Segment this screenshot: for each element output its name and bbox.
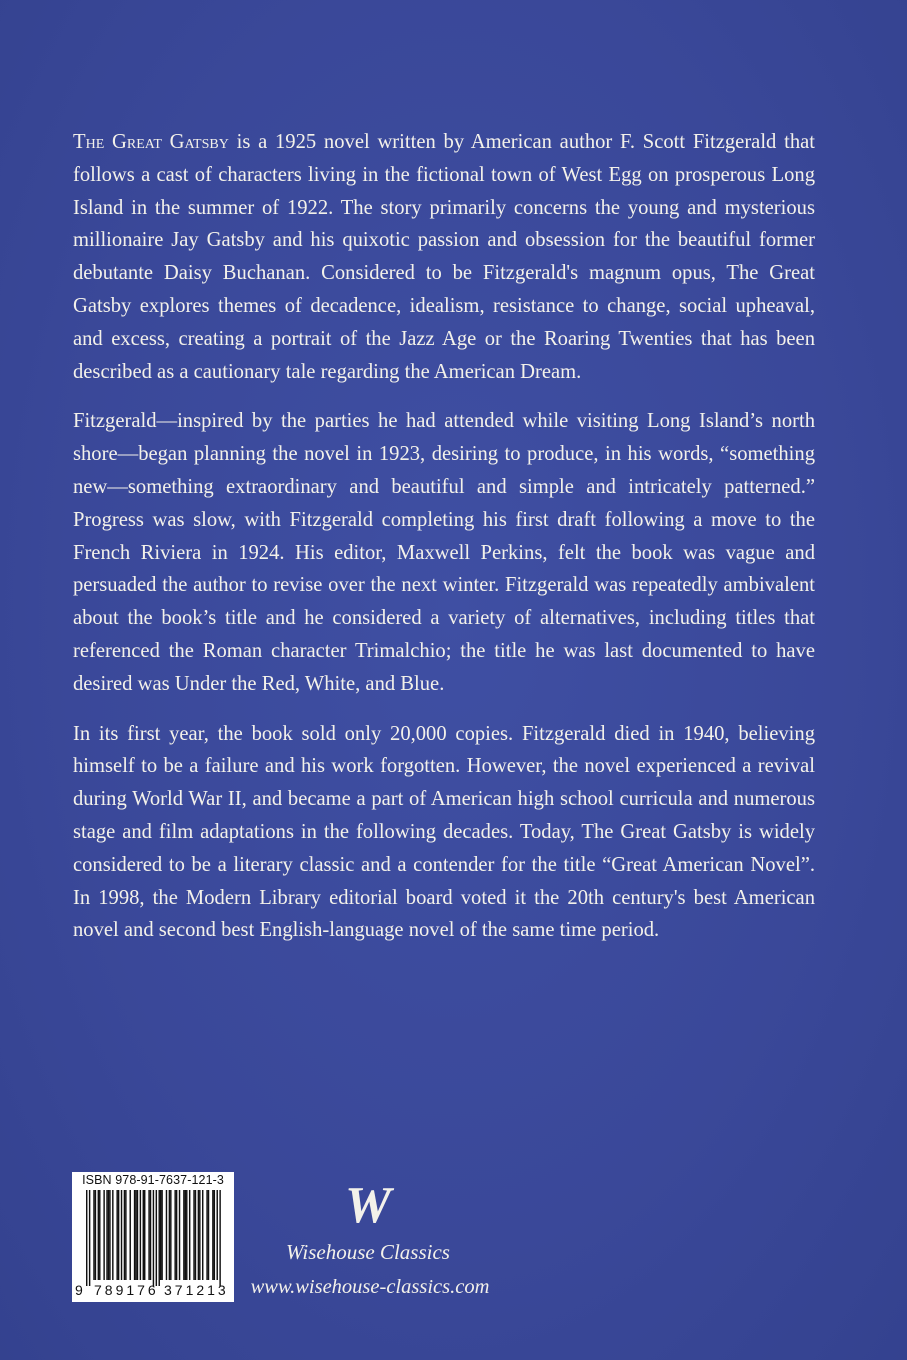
barcode-bar [112, 1190, 113, 1280]
barcode-bar [174, 1190, 175, 1280]
isbn-label: ISBN 978-91-7637-121-3 [82, 1173, 224, 1187]
barcode-bar [116, 1190, 117, 1280]
publisher-website: www.wisehouse-classics.com [250, 1276, 490, 1298]
barcode-bar [98, 1190, 99, 1280]
barcode-bar [185, 1190, 186, 1280]
barcode-bar [134, 1190, 135, 1280]
book-title-smallcaps: The Great Gatsby [73, 131, 229, 153]
barcode-bar [189, 1190, 190, 1280]
barcode-bar [89, 1190, 90, 1286]
barcode-bar [166, 1190, 167, 1280]
barcode-bar [176, 1190, 177, 1280]
isbn-barcode [72, 1172, 234, 1302]
publisher-logo-icon [340, 1176, 396, 1232]
description-paragraph-1-text: is a 1925 novel written by American author F. Scott Fitzgerald that follows a cast of characters living in the fictional town of West Egg on prosperous Long Island in the summer of 1922. The story primarily concerns the young and mysterious millionaire Jay Gatsby and his quixotic passion and obsession for the beautiful former debutante Daisy Buchanan. Considered to be Fitzgerald's magnum opus, The Great Gatsby explores themes of decadence, idealism, resistance to change, social upheaval, and excess, creating a portrait of the Jazz Age or the Roaring Twenties that has been described as a cautionary tale regarding the American Dream. [73, 131, 815, 383]
barcode-digit-group-2: 371213 [164, 1282, 229, 1298]
barcode-bar [99, 1190, 100, 1280]
barcode-bar [106, 1190, 107, 1280]
barcode-bar [130, 1190, 131, 1280]
barcode-bar [124, 1190, 125, 1280]
barcode-bar [199, 1190, 200, 1280]
barcode-bar [103, 1190, 104, 1280]
barcode-bar [206, 1190, 207, 1280]
barcode-bar [198, 1190, 199, 1280]
description-paragraph-2: Fitzgerald—inspired by the parties he had attended while visiting Long Island’s north shore—began planning the novel in 1923, desiring to produce, in his words, “something new—something extraordinary and beautiful and simple and intricately patterned.” Progress was slow, with Fitzgerald completing his first draft following a move to the French Riviera in 1924. His editor, Maxwell Perkins, felt the book was vague and persuaded the author to revise over the next winter. Fitzgerald was repeatedly ambivalent about the book’s title and he considered a variety of alternatives, including titles that referenced the Roman character Trimalchio; the title he was last documented to have desired was Under the Red, White, and Blue. [73, 410, 815, 695]
barcode-bar [108, 1190, 109, 1280]
barcode-bar [95, 1190, 96, 1280]
barcode-bar [170, 1190, 171, 1280]
barcode-bar [135, 1190, 136, 1280]
barcode-bar [169, 1190, 170, 1280]
barcode-bar [217, 1190, 218, 1280]
barcode-bar [193, 1190, 194, 1280]
barcode-bar [137, 1190, 138, 1280]
barcode-bar [186, 1190, 187, 1280]
logo-letter: W [344, 1177, 392, 1232]
barcode-bar [118, 1190, 119, 1280]
barcode-bar [143, 1190, 144, 1280]
barcode-bar [179, 1190, 180, 1280]
barcode-bar [150, 1190, 151, 1280]
barcode-bar [161, 1190, 162, 1280]
book-description [73, 126, 815, 964]
barcode-bar [140, 1190, 141, 1280]
barcode-bar [212, 1190, 213, 1280]
barcode-bar [109, 1190, 110, 1280]
barcode-bar [214, 1190, 215, 1280]
barcode-bar [148, 1190, 149, 1280]
barcode-bar [183, 1190, 184, 1280]
barcode-bar [219, 1190, 220, 1286]
barcode-bar [125, 1190, 126, 1280]
barcode-bar [195, 1190, 196, 1280]
barcode-digit-group-1: 789176 [94, 1282, 159, 1298]
barcode-bar [156, 1190, 157, 1286]
barcode-bar [144, 1190, 145, 1280]
barcode-bar [208, 1190, 209, 1280]
barcode-bar [93, 1190, 94, 1280]
barcode-bar [121, 1190, 122, 1280]
barcode-bar [202, 1190, 203, 1280]
publisher-name: Wisehouse Classics [286, 1240, 450, 1264]
barcode-bar [86, 1190, 87, 1286]
description-paragraph-3: In its first year, the book sold only 20,000 copies. Fitzgerald died in 1940, believing himself to be a failure and his work forgotten. However, the novel experienced a revival during World War II, and became a part of American high school curricula and numerous stage and film adaptations in the following decades. Today, The Great Gatsby is widely considered to be a literary classic and a contender for the title “Great American Novel”. In 1998, the Modern Library editorial board voted it the 20th century's best American novel and second best English-language novel of the same time period. [73, 722, 815, 942]
barcode-bar [159, 1190, 160, 1286]
description-paragraph-1 [73, 126, 815, 388]
barcode-bar [160, 1190, 161, 1280]
barcode-bar [153, 1190, 154, 1286]
barcode-digit-first: 9 [75, 1282, 83, 1298]
